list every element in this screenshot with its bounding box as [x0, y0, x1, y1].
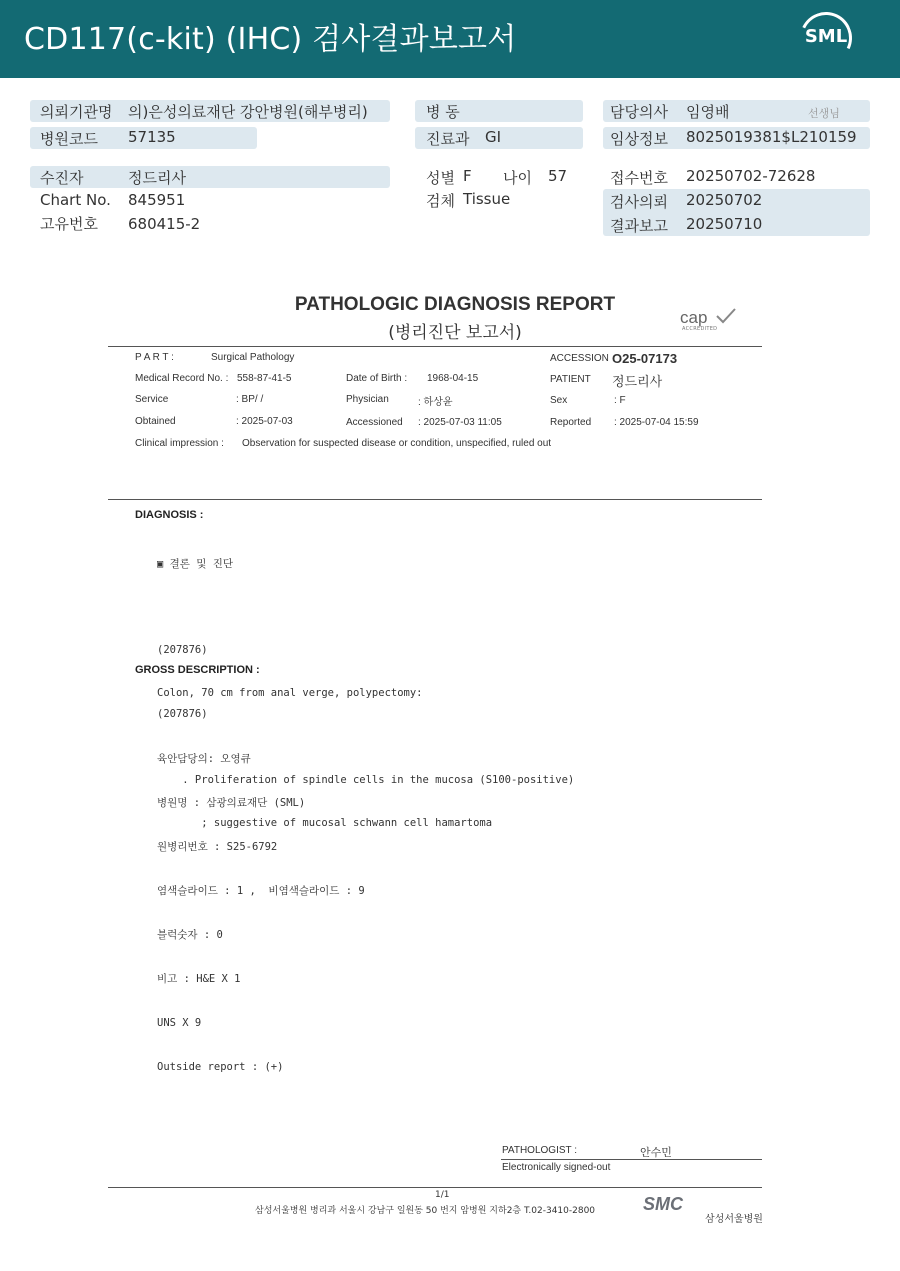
gross-line: 병원명 : 삼광의료재단 (SML) [157, 796, 306, 809]
diagnosis-line [157, 600, 574, 614]
gross-description-text [157, 678, 365, 1104]
accessioned-value: : 2025-07-03 11:05 [418, 417, 502, 428]
diagnosis-line: ; suggestive of mucosal schwann cell hamartoma [157, 817, 493, 830]
signature-divider [501, 1159, 762, 1160]
patient-bar [30, 166, 390, 188]
part-value: Surgical Pathology [211, 352, 295, 363]
gross-line: UNS X 9 [157, 1017, 202, 1030]
mrn-value: 558-87-41-5 [237, 373, 292, 384]
report-subtitle: (병리진단 보고서) [388, 323, 522, 343]
clinical-impression-value: Observation for suspected disease or condition, unspecified, ruled out [242, 438, 552, 449]
report-sex-value: : F [614, 395, 626, 406]
physician-label: Physician [346, 394, 389, 405]
result-date-value: 20250710 [686, 215, 763, 233]
receipt-no-value: 20250702-72628 [686, 167, 816, 185]
ward-label: 병 동 [426, 103, 460, 121]
accession-value: O25-07173 [612, 351, 678, 366]
hospital-code-label: 병원코드 [40, 130, 98, 148]
cap-logo-text: cap [680, 308, 708, 327]
unique-no-label: 고유번호 [40, 215, 98, 233]
pathologist-value: 안수민 [640, 1147, 672, 1159]
request-date-label: 검사의뢰 [610, 193, 668, 211]
gross-line: 블럭숫자 : 0 [157, 928, 223, 941]
cap-accredited-logo [680, 308, 740, 334]
doctor-value: 임영배 [686, 103, 730, 121]
diagnosis-line: (207876) [157, 644, 208, 657]
result-date-label: 결과보고 [610, 217, 668, 235]
reported-label: Reported [550, 417, 592, 428]
age-value: 57 [548, 167, 568, 185]
request-date-value: 20250702 [686, 191, 763, 209]
doctor-suffix: 선생님 [808, 107, 840, 120]
hospital-code-value: 57135 [128, 128, 176, 146]
footer-address: 삼성서울병원 병리과 서울시 강남구 일원동 50 번지 암병원 지하2층 T.02-3410-2800 [255, 1206, 596, 1216]
diagnosis-line: Colon, 70 cm from anal verge, polypectomy: [157, 687, 423, 700]
gross-line: 비고 : H&E X 1 [157, 973, 241, 986]
footer-hospital-name: 삼성서울병원 [705, 1214, 763, 1225]
clinical-impression-label: Clinical impression : [135, 438, 224, 449]
page-title: CD117(c-kit) (IHC) 검사결과보고서 [24, 22, 517, 57]
chart-no-label: Chart No. [40, 191, 111, 209]
pathology-report [100, 290, 770, 1230]
obtained-value: : 2025-07-03 [236, 416, 293, 427]
clinical-info-value: 8025019381$L210159 [686, 128, 857, 146]
signed-out-text: Electronically signed-out [502, 1162, 611, 1173]
unique-no-value: 680415-2 [128, 215, 201, 233]
accession-label: ACCESSION [550, 353, 609, 364]
patient-label: 수진자 [40, 169, 84, 187]
specimen-label: 검체 [426, 192, 455, 210]
patient-info-section [0, 0, 900, 250]
gross-description-heading: GROSS DESCRIPTION : [135, 664, 260, 676]
part-label: P A R T : [135, 352, 174, 363]
sex-value: F [463, 167, 472, 185]
accessioned-label: Accessioned [346, 417, 403, 428]
receipt-no-label: 접수번호 [610, 169, 668, 187]
report-patient-label: PATIENT [550, 374, 591, 385]
department-label: 진료과 [426, 130, 470, 148]
diagnosis-line: . Proliferation of spindle cells in the mucosa (S100-positive) [157, 773, 575, 786]
mrn-label: Medical Record No. : [135, 373, 229, 384]
report-divider-top [108, 346, 762, 347]
chart-no-value: 845951 [128, 191, 186, 209]
gross-line: Outside report : (+) [157, 1061, 284, 1074]
report-sex-label: Sex [550, 395, 568, 406]
age-label: 나이 [503, 169, 532, 187]
pathologist-label: PATHOLOGIST : [502, 1145, 578, 1156]
diagnosis-line: ▣ 결론 및 진단 [157, 557, 234, 570]
report-title: PATHOLOGIC DIAGNOSIS REPORT [294, 294, 616, 315]
gross-line: 육안담당의: 오영큐 [157, 752, 251, 765]
dob-label: Date of Birth : [346, 373, 408, 384]
sex-label: 성별 [426, 169, 455, 187]
requesting-org-value: 의)은성의료재단 강안병원(해부병리) [128, 103, 368, 121]
report-divider-bottom [108, 1187, 762, 1188]
gross-line: 원병리번호 : S25-6792 [157, 840, 278, 853]
diagnosis-heading: DIAGNOSIS : [135, 509, 204, 521]
gross-line: (207876) [157, 708, 208, 721]
service-value: : BP/ / [236, 394, 264, 405]
dob-value: 1968-04-15 [427, 373, 479, 384]
gross-line: 염색슬라이드 : 1 , 비염색슬라이드 : 9 [157, 884, 365, 897]
report-divider-middle [108, 499, 762, 500]
cap-logo-subtext: ACCREDITED [682, 326, 718, 332]
department-value: GI [485, 128, 502, 146]
smc-logo: SMC [643, 1194, 683, 1214]
logo-text: SML [804, 26, 848, 47]
reported-value: : 2025-07-04 15:59 [614, 417, 699, 428]
clinical-info-label: 임상정보 [610, 130, 668, 148]
service-label: Service [135, 394, 169, 405]
patient-value: 정드리사 [128, 169, 186, 187]
specimen-value: Tissue [463, 190, 511, 208]
requesting-org-label: 의뢰기관명 [40, 103, 113, 121]
obtained-label: Obtained [135, 416, 176, 427]
doctor-label: 담당의사 [610, 103, 668, 121]
report-patient-value: 정드리사 [612, 374, 663, 389]
checkmark-icon [714, 306, 738, 326]
page-number: 1/1 [435, 1190, 450, 1200]
physician-value: : 하상윤 [418, 397, 453, 408]
